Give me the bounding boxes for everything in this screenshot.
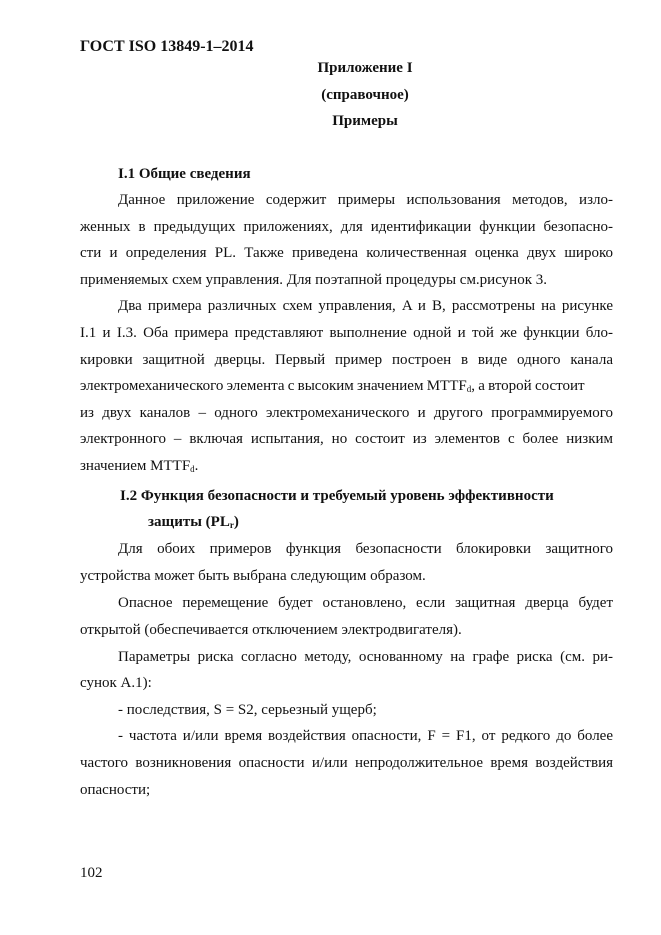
text: значением MTTF [80, 458, 191, 474]
subscript: r [229, 520, 234, 530]
text-line: устройства может быть выбрана следующим образом. [80, 568, 426, 584]
text-line: Для обоих примеров функция безопасности блокировки защитного [118, 541, 613, 557]
text-line [80, 456, 613, 476]
text-line: Два примера различных схем управления, A и B, рассмотрены на рисунке [118, 298, 613, 314]
text-line: Параметры риска согласно методу, основанному на графе риска (см. ри- [118, 649, 613, 665]
annex-title: Приложение I [317, 60, 413, 76]
subscript: d [190, 464, 195, 474]
text-line: опасности; [80, 782, 151, 798]
text-line: сунок A.1): [80, 675, 152, 691]
list-item: - последствия, S = S2, серьезный ущерб; [118, 702, 377, 718]
text: . [194, 458, 199, 474]
annex-name: Примеры [332, 113, 398, 129]
annex-type: (справочное) [321, 87, 409, 103]
text-line: открытой (обеспечивается отключением электродвигателя). [80, 622, 462, 638]
list-item: - частота и/или время воздействия опасности, F = F1, от редкого до более [118, 728, 613, 744]
text-line: Данное приложение содержит примеры использования методов, изло- [118, 192, 613, 208]
text-line: Опасное перемещение будет остановлено, если защитная дверца будет [118, 595, 613, 611]
text-line: электронного – включая испытания, но состоит из элементов с более низким [80, 431, 613, 447]
section-heading: I.2 Функция безопасности и требуемый уровень эффективности [120, 488, 554, 504]
text: ) [233, 514, 239, 530]
text: , а второй состоит [471, 378, 585, 394]
text: электромеханического элемента с высоким значением MTTF [80, 378, 467, 394]
text-line: из двух каналов – одного электромеханического и другого программируемого [80, 405, 613, 421]
text-line [80, 376, 613, 396]
page-number: 102 [80, 865, 103, 881]
text-line: I.1 и I.3. Оба примера представляют выполнение одной и той же функции бло- [80, 325, 613, 341]
text-line: кировки защитной дверцы. Первый пример построен в виде одного канала [80, 352, 613, 368]
text-line: женных в предыдущих приложениях, для идентификации функции безопасно- [80, 219, 613, 235]
subscript: d [466, 384, 472, 394]
section-heading-cont [148, 512, 661, 532]
text: защиты (PL [148, 514, 230, 530]
document-code: ГОСТ ISO 13849-1–2014 [80, 38, 254, 55]
text-line: частого возникновения опасности и/или непродолжительное время воздействия [80, 755, 613, 771]
text-line: применяемых схем управления. Для поэтапной процедуры см.рисунок 3. [80, 272, 547, 288]
text-line: сти и определения PL. Также приведена количественная оценка двух широко [80, 245, 613, 261]
section-heading: I.1 Общие сведения [118, 166, 251, 182]
